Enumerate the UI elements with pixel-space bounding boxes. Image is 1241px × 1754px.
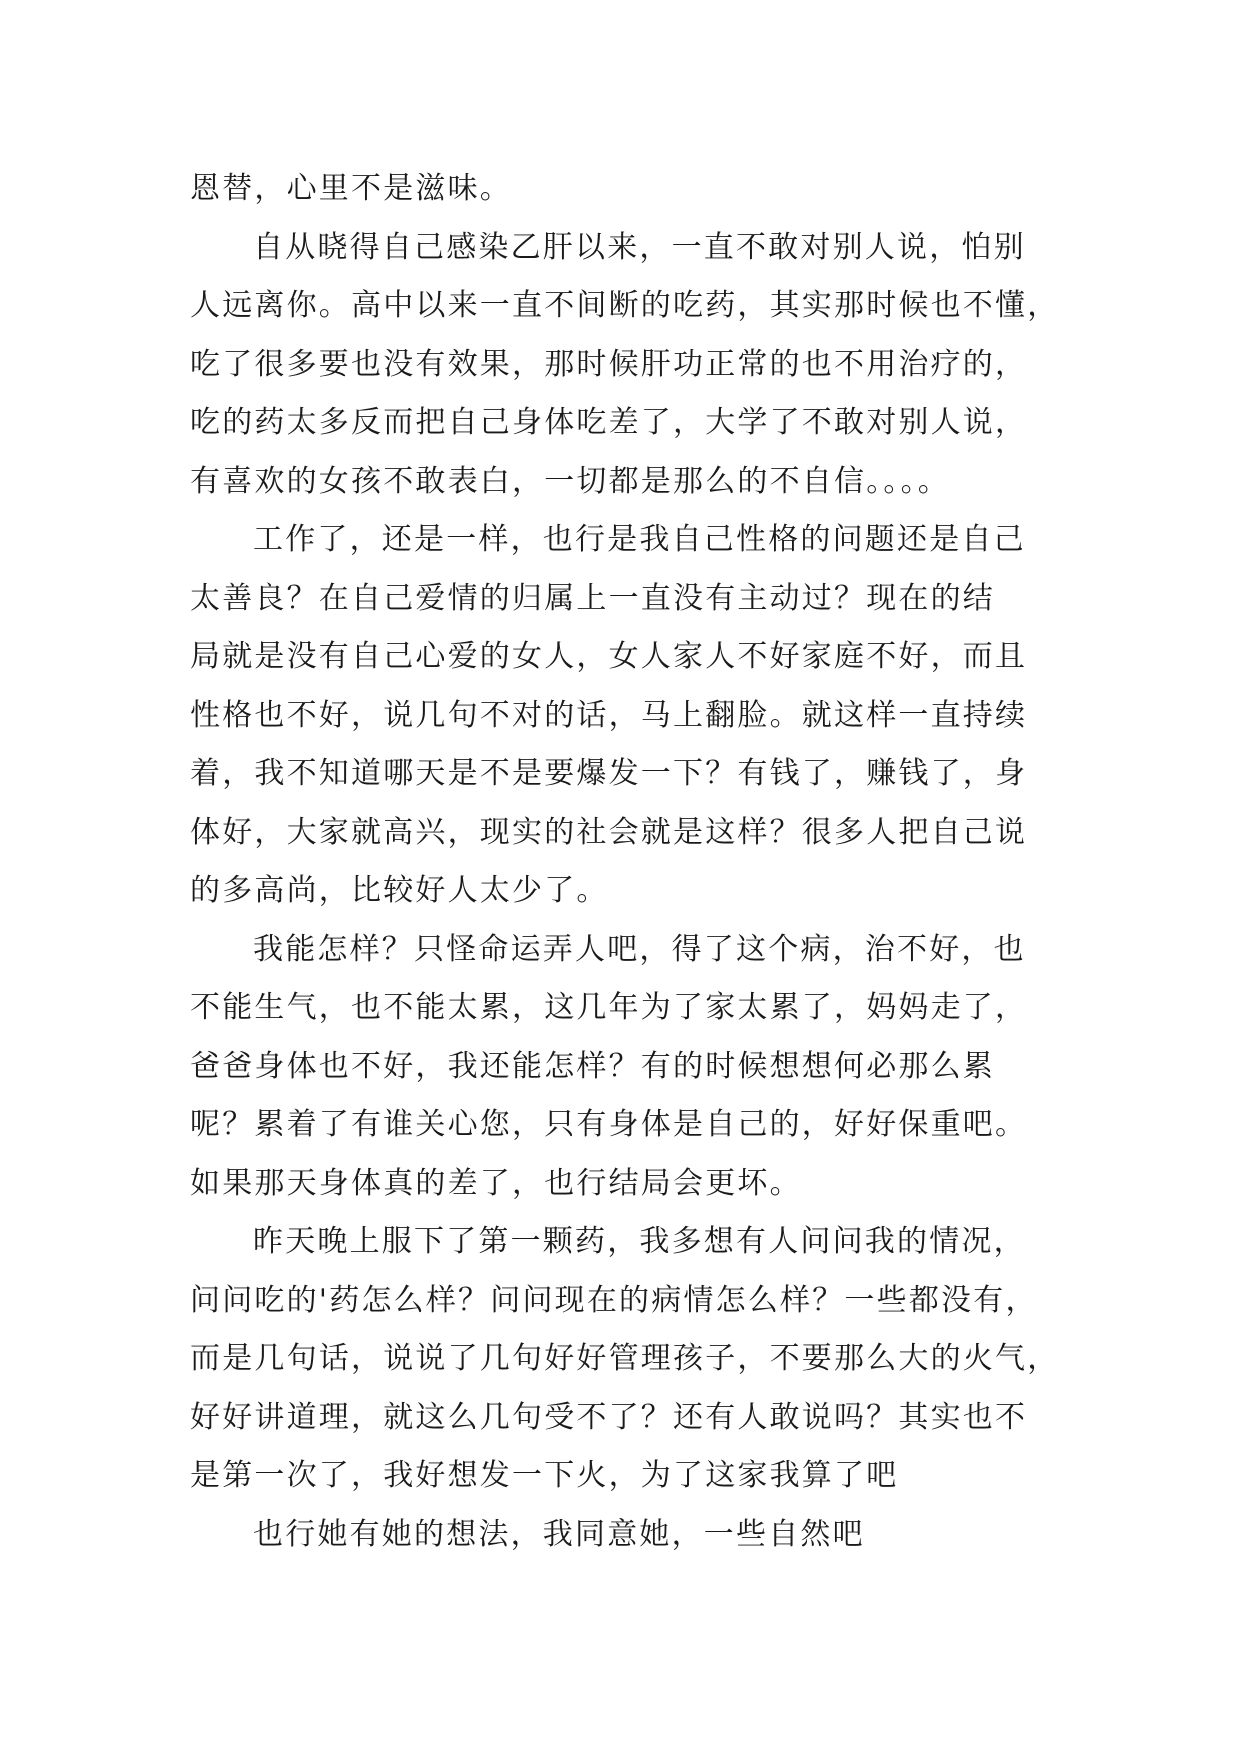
text-line: 问问吃的'药怎么样？问问现在的病情怎么样？一些都没有， xyxy=(190,1282,1038,1318)
body-text xyxy=(190,160,1070,1564)
paragraph-4 xyxy=(190,921,1070,1214)
text-line: 的多高尚，比较好人太少了。 xyxy=(190,873,609,908)
text-line: 而是几句话，说说了几句好好管理孩子，不要那么大的火气， xyxy=(190,1341,1060,1376)
text-line: 好好讲道理，就这么几句受不了？还有人敢说吗？其实也不 xyxy=(190,1399,1028,1435)
text-line: 是第一次了，我好想发一下火，为了这家我算了吧 xyxy=(190,1458,899,1493)
text-line: 太善良？在自己爱情的归属上一直没有主动过？现在的结 xyxy=(190,580,995,616)
text-line: 爸爸身体也不好，我还能怎样？有的时候想想何必那么累 xyxy=(190,1048,995,1084)
text-line: 有喜欢的女孩不敢表白，一切都是那么的不自信。。。。 xyxy=(190,463,950,499)
paragraph-1 xyxy=(190,160,1070,219)
text-line: 人远离你。高中以来一直不间断的吃药，其实那时候也不懂， xyxy=(190,288,1060,323)
text-line: 不能生气，也不能太累，这几年为了家太累了，妈妈走了， xyxy=(190,990,1028,1025)
text-line: 性格也不好，说几句不对的话，马上翻脸。就这样一直持续 xyxy=(190,697,1028,733)
text-line: 昨天晚上服下了第一颗药，我多想有人问问我的情况， xyxy=(253,1224,1026,1259)
paragraph-3 xyxy=(190,511,1070,921)
text-line: 自从晓得自己感染乙肝以来，一直不敢对别人说，怕别 xyxy=(253,229,1026,265)
paragraph-2 xyxy=(190,219,1070,512)
paragraph-6 xyxy=(190,1506,1070,1565)
text-line: 体好，大家就高兴，现实的社会就是这样？很多人把自己说 xyxy=(190,814,1028,850)
text-line: 呢？累着了有谁关心您，只有身体是自己的，好好保重吧。 xyxy=(190,1107,1028,1142)
text-line: 吃的药太多反而把自己身体吃差了，大学了不敢对别人说， xyxy=(190,405,1028,440)
paragraph-5 xyxy=(190,1213,1070,1506)
text-line: 也行她有她的想法，我同意她，一些自然吧 xyxy=(253,1516,865,1552)
text-line: 着，我不知道哪天是不是要爆发一下？有钱了，赚钱了，身 xyxy=(190,756,1028,791)
text-line: 如果那天身体真的差了，也行结局会更坏。 xyxy=(190,1165,802,1201)
text-line: 工作了，还是一样，也行是我自己性格的问题还是自己 xyxy=(253,522,1026,557)
text-line: 局就是没有自己心爱的女人，女人家人不好家庭不好，而且 xyxy=(190,639,1028,674)
text-line: 恩替，心里不是滋味。 xyxy=(190,171,512,206)
text-line: 我能怎样？只怪命运弄人吧，得了这个病，治不好，也 xyxy=(253,931,1026,967)
text-line: 吃了很多要也没有效果，那时候肝功正常的也不用治疗的， xyxy=(190,346,1028,382)
